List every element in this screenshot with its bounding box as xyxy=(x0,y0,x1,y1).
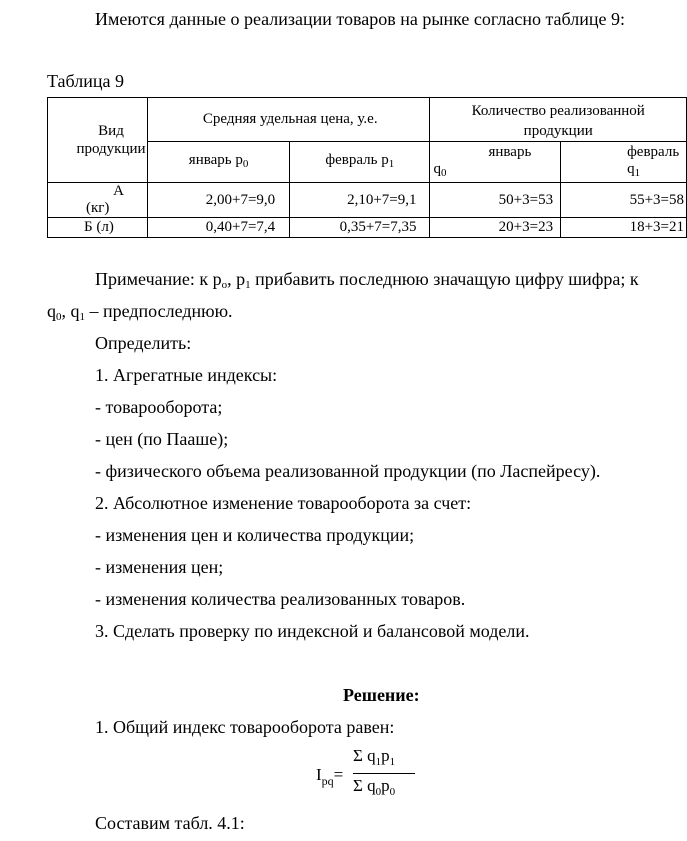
cell-p1: 0,35+7=7,35 xyxy=(290,218,430,238)
header-price-jan: январь $p_0$ xyxy=(147,142,289,183)
fraction-bar xyxy=(353,773,415,774)
header-qty-feb: февраль $q_1$ xyxy=(561,142,687,183)
cell-q0: 20+3=23 xyxy=(430,218,561,238)
note-line-2: $q_0$, $q_1$ – предпоследнюю. xyxy=(47,301,233,323)
compose-line: Составим табл. 4.1: xyxy=(95,813,245,833)
list-item: - изменения цен и количества продукции; xyxy=(95,525,415,545)
header-quantity-text: Количество реализованной продукции xyxy=(471,103,645,139)
header-product-text: Вид продукции xyxy=(76,123,146,157)
list-item: - физического объема реализованной продукции (по Ласпейресу). xyxy=(95,461,601,481)
list-item: - цен (по Пааше); xyxy=(95,429,229,449)
list-item: - товарооборота; xyxy=(95,397,223,417)
cell-q1: 55+3=58 xyxy=(561,183,687,218)
table-row xyxy=(48,183,687,218)
formula-numerator: Σ $q_1p_1$ xyxy=(353,746,396,768)
data-table xyxy=(47,97,687,238)
header-price xyxy=(147,98,430,142)
cell-q1: 18+3=21 xyxy=(561,218,687,238)
header-qty-jan: январь $q_0$ xyxy=(430,142,561,183)
formula-denominator: Σ $q_0p_0$ xyxy=(353,776,396,798)
cell-product: А (кг) xyxy=(48,183,148,218)
list-item: - изменения цен; xyxy=(95,557,224,577)
cell-p0: 2,00+7=9,0 xyxy=(147,183,289,218)
cell-p0: 0,40+7=7,4 xyxy=(147,218,289,238)
list-item: 3. Сделать проверку по индексной и балансовой модели. xyxy=(95,621,530,641)
formula-index xyxy=(316,746,426,806)
list-item: 2. Абсолютное изменение товарооборота за счет: xyxy=(95,493,472,513)
note-line-1: Примечание: к $p_o$, $p_1$ прибавить последнюю значащую цифру шифра; к xyxy=(95,269,639,291)
table-row xyxy=(48,218,687,238)
header-quantity xyxy=(430,98,687,142)
determine-label: Определить: xyxy=(95,333,192,353)
solution-title: Решение: xyxy=(343,685,420,705)
header-price-feb: февраль $p_1$ xyxy=(290,142,430,183)
formula-lhs: $I_{pq}=$ xyxy=(316,765,344,788)
table-caption: Таблица 9 xyxy=(47,71,124,91)
list-item: 1. Агрегатные индексы: xyxy=(95,365,278,385)
header-product xyxy=(48,98,148,183)
cell-p1: 2,10+7=9,1 xyxy=(290,183,430,218)
cell-product: Б (л) xyxy=(48,218,148,238)
solution-line-1: 1. Общий индекс товарооборота равен: xyxy=(95,717,395,737)
cell-q0: 50+3=53 xyxy=(430,183,561,218)
list-item: - изменения количества реализованных товаров. xyxy=(95,589,466,609)
intro-text: Имеются данные о реализации товаров на рынке согласно таблице 9: xyxy=(95,9,625,29)
header-price-text: Средняя удельная цена, у.е. xyxy=(202,111,378,127)
